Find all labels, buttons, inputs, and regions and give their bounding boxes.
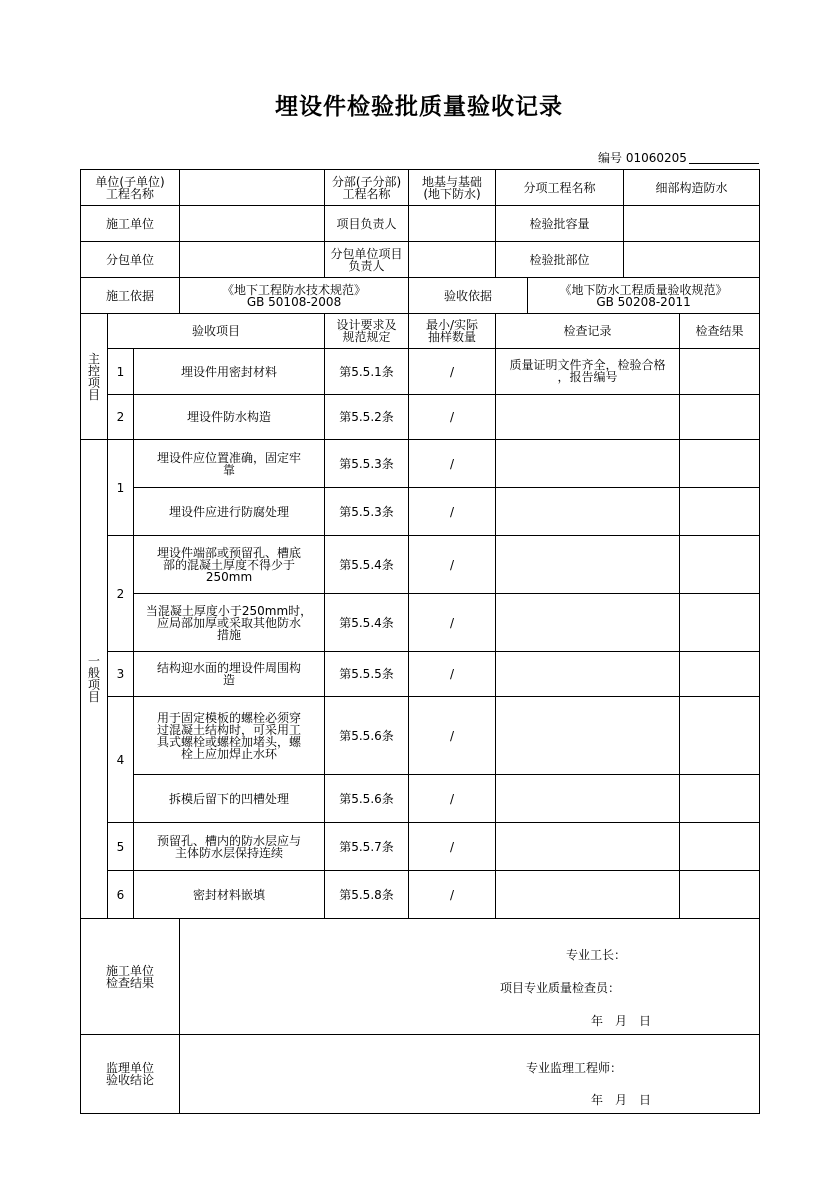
item-spec: 第5.5.6条 [325,775,409,823]
contractor-date-label: 年 月 日 [591,1014,652,1028]
item-text: 埋设件端部或预留孔、槽底 部的混凝土厚度不得少于 250mm [134,536,325,594]
item-record[interactable] [496,652,680,697]
column-header-record: 检查记录 [496,314,680,349]
table-row [81,440,760,488]
quality-inspector-signature-label: 项目专业质量检查员： [500,981,621,995]
item-text: 埋设件应位置准确，固定牢 靠 [134,440,325,488]
item-number: 3 [108,652,134,697]
item-spec: 第5.5.3条 [325,440,409,488]
item-record[interactable] [496,871,680,919]
table-row [81,871,760,919]
item-result[interactable] [680,594,760,652]
batch-capacity-label: 检验批容量 [496,206,624,242]
table-row [81,652,760,697]
table-row [81,697,760,775]
item-sampling: / [409,594,496,652]
table-row [81,594,760,652]
table-row [81,536,760,594]
subcontractor-value[interactable] [180,242,325,278]
item-text: 预留孔、槽内的防水层应与 主体防水层保持连续 [134,823,325,871]
item-record[interactable]: 质量证明文件齐全，检验合格 ，报告编号 [496,349,680,395]
item-number: 1 [108,349,134,395]
item-number: 5 [108,823,134,871]
unit-name-label: 单位(子单位) 工程名称 [81,170,180,206]
item-sampling: / [409,652,496,697]
item-record[interactable] [496,823,680,871]
item-number: 4 [108,697,134,823]
table-row [81,775,760,823]
sub-project-manager-label: 分包单位项目 负责人 [325,242,409,278]
table-row [81,823,760,871]
item-record[interactable] [496,697,680,775]
supervisor-check-label: 监理单位 验收结论 [81,1035,180,1114]
item-spec: 第5.5.8条 [325,871,409,919]
item-record[interactable] [496,536,680,594]
table-row [81,395,760,440]
item-text: 拆模后留下的凹槽处理 [134,775,325,823]
foreman-signature-label: 专业工长： [566,948,627,962]
item-record[interactable] [496,440,680,488]
item-record[interactable] [496,775,680,823]
acceptance-record-table [80,169,760,1114]
item-result[interactable] [680,823,760,871]
item-text: 埋设件防水构造 [134,395,325,440]
item-text: 密封材料嵌填 [134,871,325,919]
subcontractor-label: 分包单位 [81,242,180,278]
item-result[interactable] [680,652,760,697]
item-sampling: / [409,349,496,395]
item-sampling: / [409,536,496,594]
item-number: 2 [108,395,134,440]
division-name-value[interactable]: 地基与基础 (地下防水) [409,170,496,206]
item-text: 埋设件应进行防腐处理 [134,488,325,536]
project-manager-label: 项目负责人 [325,206,409,242]
item-result[interactable] [680,440,760,488]
table-row [81,349,760,395]
column-header-item: 验收项目 [108,314,325,349]
item-spec: 第5.5.4条 [325,594,409,652]
supervisor-check-area[interactable] [180,1035,760,1114]
acceptance-basis-value: 《地下防水工程质量验收规范》 GB 50208-2011 [528,278,760,314]
item-spec: 第5.5.5条 [325,652,409,697]
item-result[interactable] [680,395,760,440]
item-sampling: / [409,775,496,823]
batch-capacity-value[interactable] [624,206,760,242]
item-spec: 第5.5.3条 [325,488,409,536]
document-number-underline [689,163,759,164]
item-sampling: / [409,871,496,919]
item-number: 2 [108,536,134,652]
document-number: 编号 01060205 [598,151,687,165]
contractor-check-label: 施工单位 检查结果 [81,919,180,1035]
unit-name-value[interactable] [180,170,325,206]
general-group-label: 一 般 项 目 [81,440,108,919]
item-sampling: / [409,697,496,775]
item-text: 用于固定模板的螺栓必须穿 过混凝土结构时，可采用工 具式螺栓或螺栓加堵头，螺 栓上应加焊止水环 [134,697,325,775]
item-result[interactable] [680,536,760,594]
division-name-label: 分部(子分部) 工程名称 [325,170,409,206]
item-number: 6 [108,871,134,919]
item-result[interactable] [680,488,760,536]
project-manager-value[interactable] [409,206,496,242]
acceptance-basis-label: 验收依据 [409,278,528,314]
item-spec: 第5.5.4条 [325,536,409,594]
contractor-value[interactable] [180,206,325,242]
column-header-sampling: 最小/实际 抽样数量 [409,314,496,349]
item-spec: 第5.5.6条 [325,697,409,775]
item-sampling: / [409,395,496,440]
page-title: 埋设件检验批质量验收记录 [275,94,563,120]
item-record[interactable] [496,594,680,652]
batch-location-value[interactable] [624,242,760,278]
item-record[interactable] [496,488,680,536]
item-number: 1 [108,440,134,536]
sub-project-manager-value[interactable] [409,242,496,278]
batch-location-label: 检验批部位 [496,242,624,278]
item-text: 埋设件用密封材料 [134,349,325,395]
subitem-name-label: 分项工程名称 [496,170,624,206]
construction-basis-label: 施工依据 [81,278,180,314]
item-record[interactable] [496,395,680,440]
column-header-requirement: 设计要求及 规范规定 [325,314,409,349]
item-result[interactable] [680,697,760,775]
contractor-check-area[interactable] [180,919,760,1035]
supervisor-date-label: 年 月 日 [591,1093,652,1107]
contractor-label: 施工单位 [81,206,180,242]
item-spec: 第5.5.1条 [325,349,409,395]
column-header-result: 检查结果 [680,314,760,349]
item-sampling: / [409,440,496,488]
construction-basis-value: 《地下工程防水技术规范》 GB 50108-2008 [180,278,409,314]
item-spec: 第5.5.7条 [325,823,409,871]
supervising-engineer-signature-label: 专业监理工程师： [526,1061,623,1075]
item-result[interactable] [680,871,760,919]
item-spec: 第5.5.2条 [325,395,409,440]
item-sampling: / [409,823,496,871]
item-result[interactable] [680,775,760,823]
main-control-group-label: 主 控 项 目 [81,314,108,440]
item-text: 结构迎水面的埋设件周围构 造 [134,652,325,697]
item-sampling: / [409,488,496,536]
item-text: 当混凝土厚度小于250mm时， 应局部加厚或采取其他防水 措施 [134,594,325,652]
item-result[interactable] [680,349,760,395]
subitem-name-value[interactable]: 细部构造防水 [624,170,760,206]
table-row [81,488,760,536]
